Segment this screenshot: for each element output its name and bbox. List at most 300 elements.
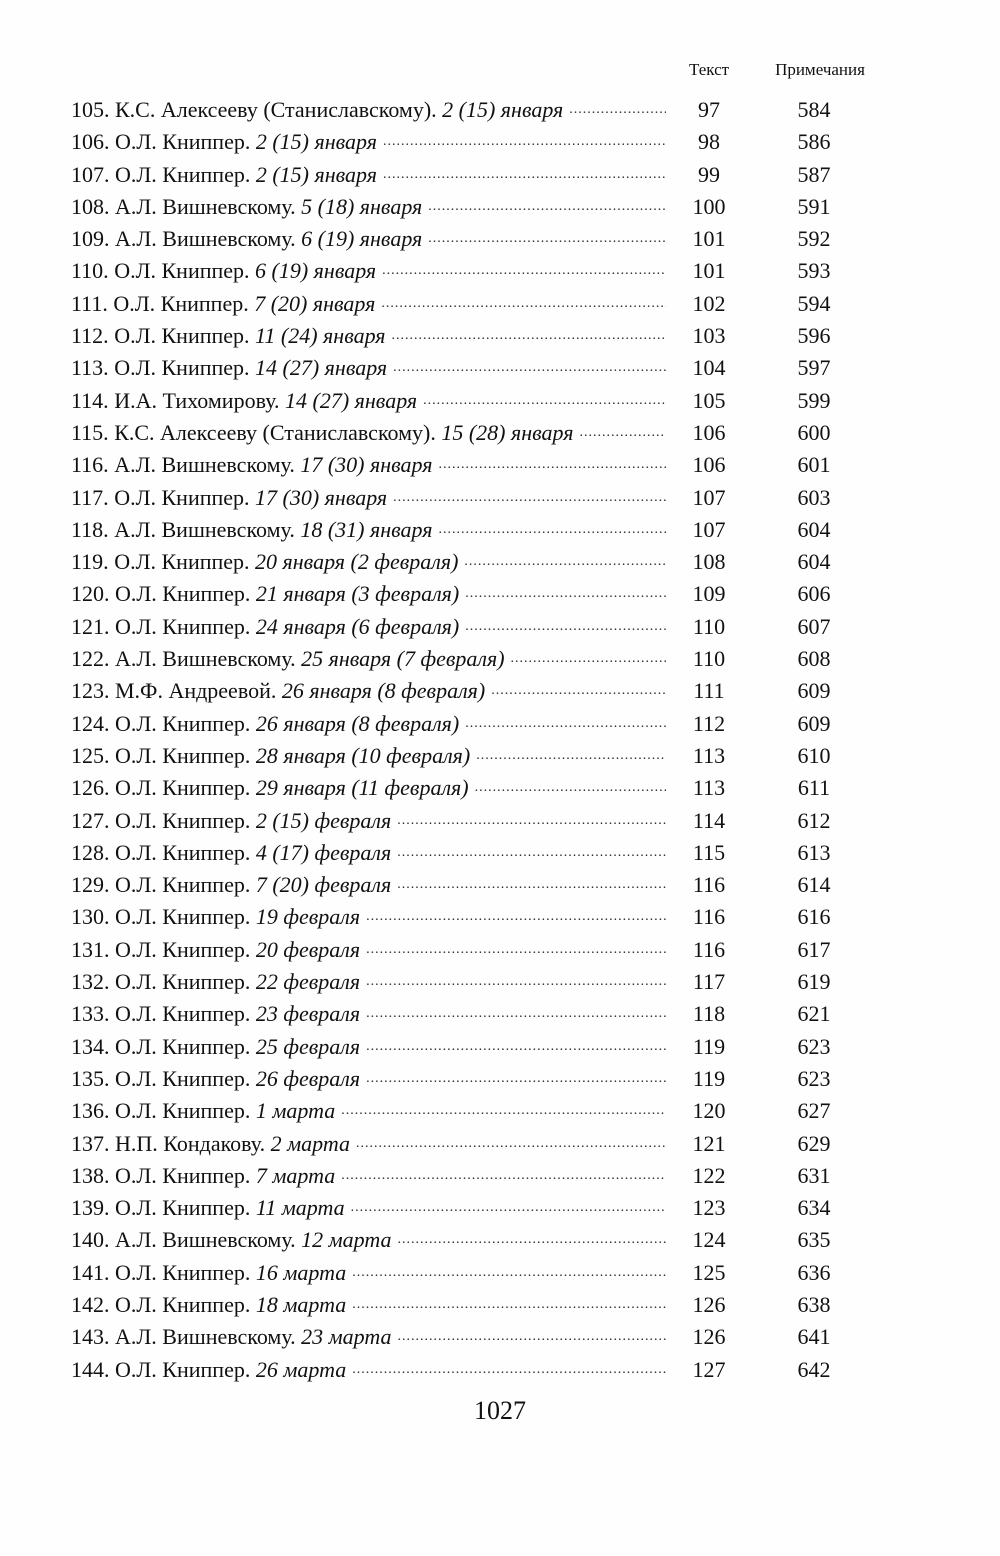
notes-page-number: 597 (797, 355, 831, 381)
dot-leader (383, 159, 666, 191)
toc-entry (0, 94, 1000, 126)
dot-leader (428, 191, 666, 223)
entry-number: 136. (71, 1098, 110, 1124)
recipient-name: А.Л. Вишневскому. (115, 646, 296, 672)
toc-entry-title (71, 288, 666, 320)
toc-entry (0, 1321, 1000, 1353)
notes-page-number: 616 (797, 904, 831, 930)
toc-entry (0, 675, 1000, 707)
toc-entry (0, 449, 1000, 481)
entry-number: 129. (71, 872, 110, 898)
dot-leader (398, 1224, 666, 1256)
entry-number: 126. (71, 775, 110, 801)
notes-page-number: 629 (797, 1130, 831, 1156)
recipient-name: К.С. Алексееву (Станиславскому). (114, 419, 436, 445)
letter-date: 7 марта (255, 1162, 336, 1188)
recipient-name: О.Л. Книппер. (115, 710, 251, 736)
text-page-number: 110 (692, 613, 726, 639)
toc-entry (0, 126, 1000, 158)
toc-entry-label (71, 772, 469, 804)
toc-entry-title (71, 966, 666, 998)
letter-date: 12 марта (301, 1227, 392, 1253)
dot-leader (438, 449, 666, 481)
toc-entry-label (71, 1224, 392, 1256)
dot-leader (438, 514, 666, 546)
letter-date: 26 февраля (255, 1065, 361, 1091)
toc-entry-title (71, 1160, 666, 1192)
dot-leader (475, 772, 666, 804)
text-page-number: 117 (692, 969, 726, 995)
recipient-name: О.Л. Книппер. (115, 742, 251, 768)
recipient-name: О.Л. Книппер. (115, 1098, 251, 1124)
dot-leader (382, 255, 666, 287)
letter-date: 14 (27) января (255, 355, 388, 381)
toc-entry-title (71, 449, 666, 481)
toc-entry-title (71, 191, 666, 223)
notes-page-number: 604 (797, 516, 831, 542)
notes-page-number: 591 (797, 193, 831, 219)
toc-entry-title (71, 805, 666, 837)
entry-number: 113. (71, 355, 109, 381)
toc-entry-label (71, 417, 573, 449)
toc-entry (0, 708, 1000, 740)
entry-number: 124. (71, 710, 110, 736)
recipient-name: О.Л. Книппер. (115, 1162, 251, 1188)
entry-number: 107. (71, 161, 110, 187)
notes-page-number: 619 (797, 969, 831, 995)
dot-leader (366, 1063, 666, 1095)
notes-page-number: 642 (797, 1356, 831, 1382)
text-page-number: 101 (692, 258, 726, 284)
toc-entry-label (71, 805, 391, 837)
dot-leader (392, 320, 666, 352)
recipient-name: А.Л. Вишневскому. (115, 226, 296, 252)
entry-number: 137. (71, 1130, 110, 1156)
letter-date: 18 (31) января (300, 516, 433, 542)
entry-number: 140. (71, 1227, 110, 1253)
letter-date: 5 (18) января (301, 193, 423, 219)
toc-entry-title (71, 837, 666, 869)
dot-leader (381, 288, 666, 320)
toc-entry (0, 805, 1000, 837)
dot-leader (341, 1095, 666, 1127)
recipient-name: К.С. Алексееву (Станиславскому). (115, 97, 437, 122)
notes-page-number: 600 (797, 419, 831, 445)
entry-number: 118. (71, 516, 109, 542)
recipient-name: А.Л. Вишневскому. (115, 1227, 296, 1253)
text-page-number: 104 (692, 355, 726, 381)
dot-leader (366, 901, 666, 933)
notes-page-number: 599 (797, 387, 831, 413)
toc-entry-title (71, 772, 666, 804)
toc-entry-title (71, 320, 666, 352)
entry-number: 115. (71, 419, 109, 445)
text-page-number: 126 (692, 1324, 726, 1350)
dot-leader (393, 482, 666, 514)
entry-number: 142. (71, 1291, 110, 1317)
toc-entry-label (71, 159, 377, 191)
notes-page-number: 584 (797, 97, 831, 122)
recipient-name: О.Л. Книппер. (115, 1356, 251, 1382)
dot-leader (464, 546, 666, 578)
letter-date: 28 января (10 февраля) (255, 742, 471, 768)
recipient-name: О.Л. Книппер. (115, 775, 251, 801)
dot-leader (397, 837, 666, 869)
toc-entry-title (71, 934, 666, 966)
notes-page-number: 596 (797, 323, 831, 349)
dot-leader (351, 1192, 666, 1224)
dot-leader (393, 352, 666, 384)
notes-page-number: 631 (797, 1162, 831, 1188)
toc-entry (0, 417, 1000, 449)
toc-entry (0, 514, 1000, 546)
toc-entry-label (71, 643, 505, 675)
text-page-number: 107 (692, 516, 726, 542)
letter-date: 6 (19) января (255, 258, 377, 284)
text-page-number: 111 (693, 678, 725, 704)
toc-entry-title (71, 223, 666, 255)
text-page-number: 124 (692, 1227, 726, 1253)
notes-page-number: 627 (797, 1098, 831, 1124)
recipient-name: А.Л. Вишневскому. (114, 516, 295, 542)
entry-number: 135. (71, 1065, 110, 1091)
toc-entry-title (71, 94, 666, 126)
notes-page-number: 592 (797, 226, 831, 252)
entry-number: 106. (71, 129, 110, 155)
letter-date: 16 марта (255, 1259, 347, 1285)
toc-entry (0, 482, 1000, 514)
entry-number: 138. (71, 1162, 110, 1188)
notes-page-number: 603 (797, 484, 831, 510)
recipient-name: О.Л. Книппер. (115, 129, 251, 155)
toc-entry-title (71, 1321, 666, 1353)
toc-entry-label (71, 514, 432, 546)
toc-entry (0, 1160, 1000, 1192)
entry-number: 119. (71, 549, 109, 575)
dot-leader (428, 223, 666, 255)
letter-date: 7 (20) января (254, 290, 376, 316)
toc-entry-label (71, 837, 391, 869)
recipient-name: О.Л. Книппер. (115, 1259, 251, 1285)
notes-page-number: 635 (797, 1227, 831, 1253)
recipient-name: А.Л. Вишневскому. (115, 193, 296, 219)
page-number: 1027 (474, 1396, 526, 1425)
text-page-number: 98 (698, 129, 720, 155)
letter-date: 7 (20) февраля (255, 872, 392, 898)
toc-entry-title (71, 675, 666, 707)
text-page-number: 121 (692, 1130, 726, 1156)
notes-page-number: 608 (797, 646, 831, 672)
text-page-number: 112 (692, 710, 726, 736)
entry-number: 105. (71, 97, 110, 122)
letter-date: 20 января (2 февраля) (255, 549, 459, 575)
toc-entry-label (71, 223, 422, 255)
toc-entry-label (71, 998, 360, 1030)
text-page-number: 125 (692, 1259, 726, 1285)
toc-entry-title (71, 708, 666, 740)
toc-entry-label (71, 482, 387, 514)
dot-leader (397, 869, 666, 901)
toc-entry (0, 611, 1000, 643)
notes-page-number: 610 (797, 742, 831, 768)
dot-leader (366, 934, 666, 966)
column-headers (0, 60, 1000, 84)
entry-number: 132. (71, 969, 110, 995)
dot-leader (423, 385, 666, 417)
letter-date: 4 (17) февраля (255, 839, 392, 865)
notes-page-number: 609 (797, 678, 831, 704)
column-header-notes: Примечания (775, 60, 865, 79)
recipient-name: И.А. Тихомирову. (114, 387, 280, 413)
entry-number: 141. (71, 1259, 110, 1285)
dot-leader (511, 643, 666, 675)
toc-entry-title (71, 1128, 666, 1160)
toc-entry (0, 869, 1000, 901)
entry-number: 109. (71, 226, 110, 252)
dot-leader (341, 1160, 666, 1192)
letter-date: 2 (15) февраля (255, 807, 392, 833)
entry-number: 127. (71, 807, 110, 833)
toc-entry-label (71, 578, 459, 610)
entry-number: 120. (71, 581, 110, 607)
notes-page-number: 593 (797, 258, 831, 284)
toc-entry (0, 1095, 1000, 1127)
recipient-name: Н.П. Кондакову. (115, 1130, 266, 1156)
toc-entry-label (71, 1257, 346, 1289)
dot-leader (491, 675, 666, 707)
text-page-number: 127 (692, 1356, 726, 1382)
toc-entry (0, 934, 1000, 966)
notes-page-number: 587 (797, 161, 831, 187)
text-page-number: 118 (692, 1001, 726, 1027)
recipient-name: О.Л. Книппер. (114, 355, 250, 381)
text-page-number: 106 (692, 419, 726, 445)
notes-page-number: 607 (797, 613, 831, 639)
text-page-number: 113 (692, 742, 726, 768)
toc-entry-label (71, 708, 459, 740)
letter-date: 26 января (8 февраля) (255, 710, 460, 736)
toc-entry (0, 159, 1000, 191)
recipient-name: О.Л. Книппер. (115, 839, 251, 865)
letter-date: 15 (28) января (441, 419, 574, 445)
toc-entry-title (71, 869, 666, 901)
recipient-name: О.Л. Книппер. (115, 1001, 251, 1027)
toc-entry-label (71, 740, 470, 772)
dot-leader (398, 1321, 666, 1353)
toc-entry-title (71, 1031, 666, 1063)
toc-entry-title (71, 1257, 666, 1289)
toc-entry-label (71, 675, 485, 707)
recipient-name: О.Л. Книппер. (115, 613, 251, 639)
text-page-number: 119 (692, 1065, 726, 1091)
recipient-name: О.Л. Книппер. (113, 290, 249, 316)
notes-page-number: 636 (797, 1259, 831, 1285)
text-page-number: 105 (692, 387, 726, 413)
toc-entry-label (71, 352, 387, 384)
letter-date: 17 (30) января (255, 484, 388, 510)
notes-page-number: 609 (797, 710, 831, 736)
text-page-number: 119 (692, 1033, 726, 1059)
toc-entry (0, 837, 1000, 869)
toc-entry (0, 1192, 1000, 1224)
notes-page-number: 612 (797, 807, 831, 833)
toc-entry-title (71, 126, 666, 158)
toc-entry-title (71, 352, 666, 384)
toc-entry-label (71, 1063, 360, 1095)
toc-entry (0, 740, 1000, 772)
entry-number: 130. (71, 904, 110, 930)
toc-entry-title (71, 514, 666, 546)
text-page-number: 126 (692, 1291, 726, 1317)
text-page-number: 110 (692, 646, 726, 672)
entry-number: 114. (71, 387, 109, 413)
recipient-name: О.Л. Книппер. (115, 904, 251, 930)
letter-date: 29 января (11 февраля) (255, 775, 469, 801)
dot-leader (366, 998, 666, 1030)
text-page-number: 103 (692, 323, 726, 349)
text-page-number: 102 (692, 290, 726, 316)
notes-page-number: 614 (797, 872, 831, 898)
letter-date: 20 февраля (255, 936, 361, 962)
toc-entry-label (71, 869, 391, 901)
table-of-contents (0, 94, 1000, 1386)
toc-entry (0, 966, 1000, 998)
toc-entry (0, 578, 1000, 610)
toc-entry-label (71, 546, 458, 578)
notes-page-number: 604 (797, 549, 831, 575)
toc-entry-label (71, 1128, 350, 1160)
recipient-name: О.Л. Книппер. (114, 258, 250, 284)
toc-entry-label (71, 94, 563, 126)
entry-number: 134. (71, 1033, 110, 1059)
toc-entry (0, 643, 1000, 675)
notes-page-number: 634 (797, 1195, 831, 1221)
letter-date: 26 марта (255, 1356, 347, 1382)
text-page-number: 115 (692, 839, 726, 865)
dot-leader (352, 1257, 666, 1289)
entry-number: 116. (71, 452, 109, 478)
entry-number: 108. (71, 193, 110, 219)
toc-entry (0, 546, 1000, 578)
toc-entry-label (71, 255, 376, 287)
recipient-name: О.Л. Книппер. (115, 872, 251, 898)
letter-date: 21 января (3 февраля) (255, 581, 460, 607)
notes-page-number: 641 (797, 1324, 831, 1350)
toc-entry (0, 772, 1000, 804)
letter-date: 25 февраля (255, 1033, 361, 1059)
toc-entry-label (71, 191, 422, 223)
toc-entry-title (71, 1354, 666, 1386)
toc-entry-label (71, 1321, 392, 1353)
toc-entry-title (71, 740, 666, 772)
recipient-name: М.Ф. Андреевой. (115, 678, 277, 704)
toc-entry-title (71, 643, 666, 675)
recipient-name: А.Л. Вишневскому. (114, 452, 295, 478)
entry-number: 131. (71, 936, 110, 962)
notes-page-number: 621 (797, 1001, 831, 1027)
recipient-name: О.Л. Книппер. (115, 1195, 251, 1221)
letter-date: 2 марта (270, 1130, 350, 1156)
notes-page-number: 613 (797, 839, 831, 865)
toc-entry (0, 352, 1000, 384)
notes-page-number: 617 (797, 936, 831, 962)
toc-entry (0, 1257, 1000, 1289)
entry-number: 121. (71, 613, 110, 639)
toc-entry-title (71, 1192, 666, 1224)
letter-date: 26 января (8 февраля) (281, 678, 486, 704)
entry-number: 125. (71, 742, 110, 768)
dot-leader (465, 578, 666, 610)
text-page-number: 116 (692, 936, 726, 962)
recipient-name: О.Л. Книппер. (115, 1291, 251, 1317)
toc-entry-label (71, 611, 459, 643)
toc-entry-label (71, 1031, 360, 1063)
dot-leader (465, 708, 666, 740)
text-page-number: 109 (692, 581, 726, 607)
toc-entry-label (71, 1192, 345, 1224)
dot-leader (383, 126, 666, 158)
entry-number: 111. (71, 290, 108, 316)
notes-page-number: 586 (797, 129, 831, 155)
letter-date: 14 (27) января (285, 387, 418, 413)
entry-number: 123. (71, 678, 110, 704)
text-page-number: 123 (692, 1195, 726, 1221)
recipient-name: О.Л. Книппер. (115, 1065, 251, 1091)
toc-entry-title (71, 385, 666, 417)
toc-entry-label (71, 449, 432, 481)
entry-number: 117. (71, 484, 109, 510)
recipient-name: О.Л. Книппер. (115, 807, 251, 833)
notes-page-number: 606 (797, 581, 831, 607)
text-page-number: 108 (692, 549, 726, 575)
letter-date: 1 марта (255, 1098, 336, 1124)
text-page-number: 113 (692, 775, 726, 801)
toc-entry (0, 1354, 1000, 1386)
toc-entry-label (71, 966, 360, 998)
dot-leader (352, 1354, 666, 1386)
toc-entry-title (71, 159, 666, 191)
toc-entry-label (71, 1289, 346, 1321)
toc-entry (0, 255, 1000, 287)
toc-entry-label (71, 288, 375, 320)
letter-date: 2 (15) января (442, 97, 564, 122)
notes-page-number: 623 (797, 1065, 831, 1091)
toc-entry-title (71, 1095, 666, 1127)
recipient-name: О.Л. Книппер. (115, 161, 251, 187)
toc-entry-title (71, 998, 666, 1030)
toc-entry (0, 1289, 1000, 1321)
toc-entry-label (71, 320, 386, 352)
toc-entry (0, 1063, 1000, 1095)
toc-entry-label (71, 934, 360, 966)
notes-page-number: 611 (797, 775, 831, 801)
letter-date: 25 января (7 февраля) (301, 646, 505, 672)
text-page-number: 107 (692, 484, 726, 510)
toc-entry-label (71, 1160, 335, 1192)
dot-leader (356, 1128, 666, 1160)
toc-entry-title (71, 417, 666, 449)
toc-entry (0, 1128, 1000, 1160)
toc-entry (0, 320, 1000, 352)
dot-leader (569, 94, 666, 126)
column-header-text: Текст (688, 60, 730, 79)
letter-date: 23 марта (301, 1324, 392, 1350)
toc-entry-title (71, 546, 666, 578)
toc-entry (0, 385, 1000, 417)
text-page-number: 97 (698, 97, 720, 122)
toc-entry-label (71, 1095, 335, 1127)
recipient-name: О.Л. Книппер. (114, 549, 250, 575)
